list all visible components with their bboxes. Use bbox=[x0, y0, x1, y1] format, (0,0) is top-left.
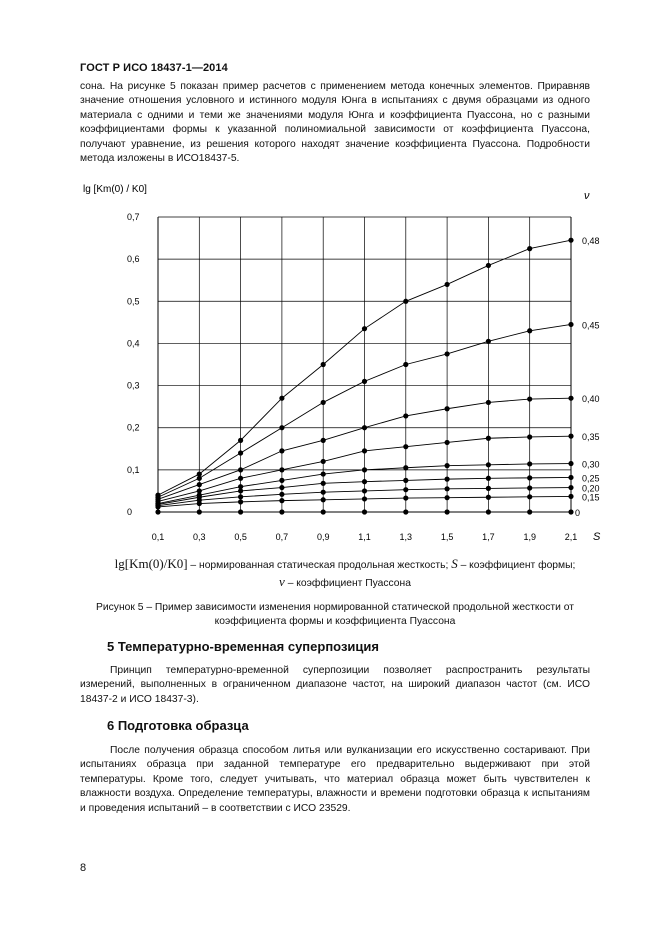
data-point bbox=[197, 476, 202, 481]
data-point bbox=[403, 487, 408, 492]
series-label: 0,20 bbox=[582, 483, 600, 494]
data-point bbox=[321, 471, 326, 476]
data-point bbox=[238, 499, 243, 504]
data-point bbox=[568, 396, 573, 401]
data-point bbox=[197, 509, 202, 514]
figure-legend-line-2 bbox=[80, 574, 610, 590]
data-point bbox=[445, 351, 450, 356]
data-point bbox=[321, 362, 326, 367]
data-point bbox=[568, 475, 573, 480]
data-point bbox=[321, 438, 326, 443]
data-point bbox=[362, 479, 367, 484]
data-point bbox=[445, 463, 450, 468]
data-point bbox=[155, 509, 160, 514]
data-point bbox=[279, 509, 284, 514]
data-point bbox=[321, 497, 326, 502]
data-point bbox=[445, 440, 450, 445]
data-point bbox=[362, 326, 367, 331]
data-point bbox=[568, 509, 573, 514]
section-5-paragraph: Принцип температурно-временной суперпозиции позволяет распространить результаты измерений, выполненных в ограниченном диапазоне частот, на широкий диапазон частот (см. ИСО 18437-2 и ИСО 18437-3). bbox=[80, 665, 590, 705]
data-point bbox=[238, 509, 243, 514]
data-point bbox=[155, 504, 160, 509]
series-label: 0,30 bbox=[582, 459, 600, 470]
data-point bbox=[568, 238, 573, 243]
series-label: 0,35 bbox=[582, 432, 600, 443]
data-point bbox=[486, 486, 491, 491]
series-label: 0,45 bbox=[582, 320, 600, 331]
data-point bbox=[403, 478, 408, 483]
data-point bbox=[238, 450, 243, 455]
x-tick-label: 0,1 bbox=[151, 532, 165, 542]
data-point bbox=[403, 413, 408, 418]
data-point bbox=[445, 406, 450, 411]
data-point bbox=[486, 436, 491, 441]
data-point bbox=[238, 488, 243, 493]
data-point bbox=[527, 434, 532, 439]
x-tick-label: 0,5 bbox=[234, 532, 247, 542]
data-point bbox=[279, 467, 284, 472]
data-point bbox=[321, 490, 326, 495]
data-point bbox=[362, 379, 367, 384]
intro-paragraph: сона. На рисунке 5 показан пример расчетов с применением метода конечных элементов. Приравняв значение отношения условного и истинного модуля Юнга в испытаниях с двумя образцами из одного материала с одними и теми же значениями модуля Юнга и коэффициента Пуассона, но с разными коэффициентами формы к указанной полиномиальной зависимости от коэффициента Пуассона, получают уравнение, из решения которого находят значение коэффициента Пуассона. Подробности метода изложены в ИСО18437-5. bbox=[80, 81, 590, 165]
data-point bbox=[321, 509, 326, 514]
data-point bbox=[279, 396, 284, 401]
section-5-heading: 5 Температурно-временная суперпозиция bbox=[107, 639, 379, 654]
x-tick-label: 2,1 bbox=[564, 532, 578, 542]
data-point bbox=[486, 476, 491, 481]
data-point bbox=[445, 477, 450, 482]
y-tick-label: 0,4 bbox=[127, 338, 140, 349]
data-point bbox=[527, 485, 532, 490]
series-label: 0 bbox=[575, 508, 581, 518]
data-point bbox=[279, 425, 284, 430]
data-point bbox=[527, 246, 532, 251]
data-point bbox=[568, 485, 573, 490]
data-point bbox=[445, 282, 450, 287]
legend-formula: lg[Km(0)/K0] bbox=[114, 556, 188, 571]
data-point bbox=[445, 495, 450, 500]
x-tick-label: 1,7 bbox=[482, 532, 495, 542]
x-tick-label: 1,5 bbox=[440, 532, 454, 542]
x-tick-label: 1,9 bbox=[523, 532, 536, 542]
data-point bbox=[568, 434, 573, 439]
data-point bbox=[197, 482, 202, 487]
data-point bbox=[362, 467, 367, 472]
data-point bbox=[362, 509, 367, 514]
series-label: 0,25 bbox=[582, 473, 600, 484]
chart-series bbox=[155, 236, 599, 518]
data-point bbox=[527, 461, 532, 466]
y-tick-label: 0,1 bbox=[127, 464, 140, 475]
figure-legend-line-1 bbox=[80, 556, 610, 572]
data-point bbox=[279, 498, 284, 503]
data-point bbox=[403, 444, 408, 449]
y-axis-label: lg [Km(0) / K0] bbox=[83, 184, 147, 195]
data-point bbox=[403, 495, 408, 500]
section-6-paragraph: После получения образца способом литья или вулканизации его искусственно состаривают. При испытаниях образца при заданной температуре его предварительно выдерживают при этой температуры. Кроме того, следует учитывать, что материал образца может быть чувствителен к влажности воздуха. Определение температуры, влажности и времени подготовки образца к испытаниям и проведения испытаний – в соответствии с ИСО 23529. bbox=[80, 745, 590, 814]
data-point bbox=[403, 465, 408, 470]
data-point bbox=[527, 396, 532, 401]
data-point bbox=[486, 495, 491, 500]
x-tick-label: 1,3 bbox=[399, 532, 413, 542]
legend-s-desc: – коэффициент формы; bbox=[457, 560, 576, 571]
data-point bbox=[321, 481, 326, 486]
x-tick-label: 0,9 bbox=[316, 532, 330, 542]
data-point bbox=[527, 328, 532, 333]
data-point bbox=[279, 485, 284, 490]
legend-symbol-nu: ν bbox=[279, 574, 285, 589]
data-point bbox=[279, 492, 284, 497]
y-tick-label: 0 bbox=[127, 507, 133, 517]
data-point bbox=[486, 263, 491, 268]
series-label: 0,15 bbox=[582, 492, 600, 503]
series-label: 0,48 bbox=[582, 236, 600, 247]
data-point bbox=[403, 509, 408, 514]
data-point bbox=[321, 400, 326, 405]
data-point bbox=[238, 494, 243, 499]
data-point bbox=[279, 478, 284, 483]
data-point bbox=[321, 459, 326, 464]
data-point bbox=[486, 400, 491, 405]
series-label: 0,40 bbox=[582, 394, 600, 405]
data-point bbox=[568, 461, 573, 466]
data-point bbox=[527, 494, 532, 499]
data-point bbox=[197, 501, 202, 506]
data-point bbox=[238, 467, 243, 472]
data-point bbox=[445, 486, 450, 491]
y-tick-label: 0,6 bbox=[127, 254, 140, 265]
data-point bbox=[486, 509, 491, 514]
y-tick-label: 0,2 bbox=[127, 422, 140, 433]
figure-caption: Рисунок 5 – Пример зависимости изменения нормированной статической продольной жесткости от коэффициента формы и коэффициента Пуассона bbox=[96, 602, 574, 627]
section-6-heading: 6 Подготовка образца bbox=[107, 718, 249, 733]
y-tick-label: 0,5 bbox=[127, 296, 140, 307]
data-point bbox=[362, 488, 367, 493]
y-tick-label: 0,7 bbox=[127, 212, 140, 222]
legend-nu-desc: – коэффициент Пуассона bbox=[284, 578, 411, 589]
x-tick-label: 0,7 bbox=[275, 532, 289, 542]
data-point bbox=[403, 299, 408, 304]
data-point bbox=[279, 448, 284, 453]
x-axis-label: S bbox=[593, 531, 601, 543]
data-point bbox=[445, 509, 450, 514]
data-point bbox=[527, 509, 532, 514]
data-point bbox=[486, 339, 491, 344]
data-point bbox=[238, 476, 243, 481]
legend-formula-desc: – нормированная статическая продольная жесткость; bbox=[187, 560, 452, 571]
legend-symbol-s: S bbox=[451, 556, 458, 571]
data-point bbox=[527, 475, 532, 480]
y-tick-label: 0,3 bbox=[127, 380, 140, 391]
document-header: ГОСТ Р ИСО 18437-1—2014 bbox=[80, 62, 228, 74]
data-point bbox=[238, 438, 243, 443]
data-point bbox=[568, 494, 573, 499]
right-axis-label: ν bbox=[584, 190, 590, 202]
page-number: 8 bbox=[80, 862, 87, 874]
data-point bbox=[568, 322, 573, 327]
data-point bbox=[362, 496, 367, 501]
x-tick-label: 1,1 bbox=[358, 532, 371, 542]
data-point bbox=[403, 362, 408, 367]
data-point bbox=[362, 448, 367, 453]
data-point bbox=[486, 462, 491, 467]
data-point bbox=[362, 425, 367, 430]
x-tick-label: 0,3 bbox=[193, 532, 206, 542]
